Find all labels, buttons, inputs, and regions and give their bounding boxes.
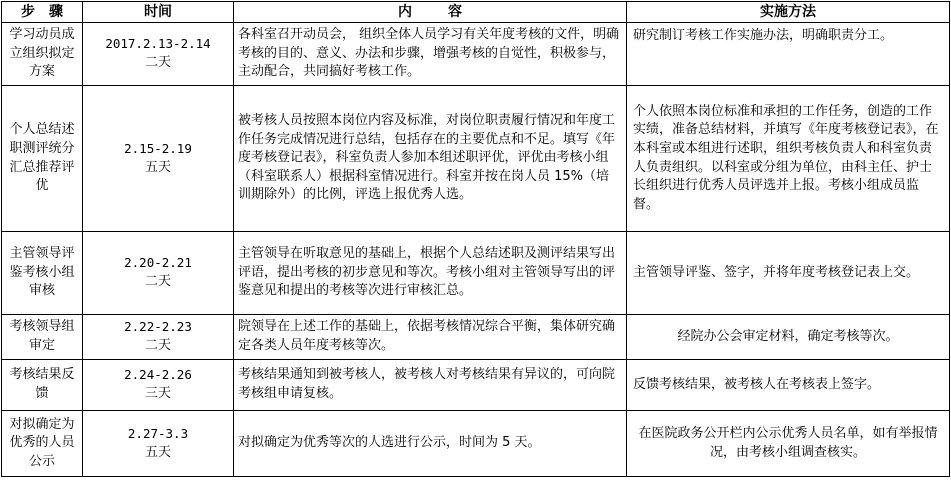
time-cell <box>83 23 234 86</box>
header-content: 内容 <box>234 2 627 23</box>
time-duration: 二天 <box>144 274 171 289</box>
method-cell: 反馈考核结果，被考核人在考核表上签字。 <box>627 360 950 411</box>
table-row <box>2 23 950 86</box>
time-range: 2.22-2.23 <box>124 319 192 335</box>
step-cell: 考核领导组审定 <box>2 315 83 360</box>
content-cell: 院领导在上述工作的基础上，依据考核情况综合平衡，集体研究确定各类人员年度考核等次。 <box>234 315 627 360</box>
content-cell: 主管领导在听取意见的基础上，根据个人总结述职及测评结果写出评语，提出考核的初步意见和等次。考核小组对主管领导写出的评鉴意见和提出的考核等次进行审核汇总。 <box>234 232 627 315</box>
assessment-schedule-table <box>1 1 950 477</box>
time-duration: 五天 <box>144 444 171 460</box>
content-cell: 考核结果通知到被考核人，被考核人对考核结果有异议的，可向院考核组申请复核。 <box>234 360 627 411</box>
step-cell: 个人总结述职测评统分汇总推荐评优 <box>2 86 83 232</box>
table-row <box>2 411 950 477</box>
assessment-schedule-document <box>1 1 949 477</box>
method-cell: 主管领导评鉴、签字，并将年度考核登记表上交。 <box>627 232 950 315</box>
time-duration: 三天 <box>144 386 171 401</box>
table-row <box>2 360 950 411</box>
time-cell <box>83 315 234 360</box>
content-cell: 被考核人员按照本岗位内容及标准，对岗位职责履行情况和年度工作任务完成情况进行总结，包括存在的主要优点和不足。填写《年度考核登记表》，科室负责人参加本组述职评优，评优由考核小组（科室联系人）根据科室情况进行。科室并按在岗人员 15%（培训期除外）的比例，评选上报优秀人选。 <box>234 86 627 232</box>
content-cell: 各科室召开动员会， 组织全体人员学习有关年度考核的文件，明确考核的目的、意义、办法和步骤，增强考核的自觉性，积极参与，主动配合，共同搞好考核工作。 <box>234 23 627 86</box>
time-cell <box>83 411 234 477</box>
header-method: 实施方法 <box>627 2 950 23</box>
step-cell: 考核结果反馈 <box>2 360 83 411</box>
time-duration: 二天 <box>144 338 171 353</box>
header-row <box>2 2 950 23</box>
time-range: 2017.2.13-2.14 <box>105 36 211 52</box>
header-time: 时间 <box>83 2 234 23</box>
method-cell: 在医院政务公开栏内公示优秀人员名单，如有举报情况，由考核小组调查核实。 <box>627 411 950 477</box>
content-cell: 对拟确定为优秀等次的人选进行公示，时间为 5 天。 <box>234 411 627 477</box>
time-duration: 二天 <box>144 55 171 70</box>
step-cell: 对拟确定为优秀的人员公示 <box>2 411 83 477</box>
table-row <box>2 232 950 315</box>
time-cell <box>83 232 234 315</box>
table-row <box>2 315 950 360</box>
header-step: 步骤 <box>2 2 83 23</box>
step-cell: 学习动员成立组织拟定方案 <box>2 23 83 86</box>
time-duration: 五天 <box>144 159 171 175</box>
step-cell: 主管领导评鉴考核小组审核 <box>2 232 83 315</box>
method-cell: 个人依照本岗位标准和承担的工作任务，创造的工作实绩，准备总结材料，并填写《年度考核登记表》，在本科室或本组进行述职，组织考核负责人和科室负责人负责组织。以科室或分组为单位，由科主任、护士长组织进行优秀人员评选并上报。考核小组成员监督。 <box>627 86 950 232</box>
time-cell <box>83 86 234 232</box>
method-cell: 经院办公会审定材料，确定考核等次。 <box>627 315 950 360</box>
method-cell: 研究制订考核工作实施办法，明确职责分工。 <box>627 23 950 86</box>
time-range: 2.27-3.3 <box>127 425 189 441</box>
time-cell <box>83 360 234 411</box>
table-row <box>2 86 950 232</box>
time-range: 2.15-2.19 <box>124 140 192 156</box>
time-range: 2.24-2.26 <box>124 367 192 383</box>
time-range: 2.20-2.21 <box>124 255 192 271</box>
